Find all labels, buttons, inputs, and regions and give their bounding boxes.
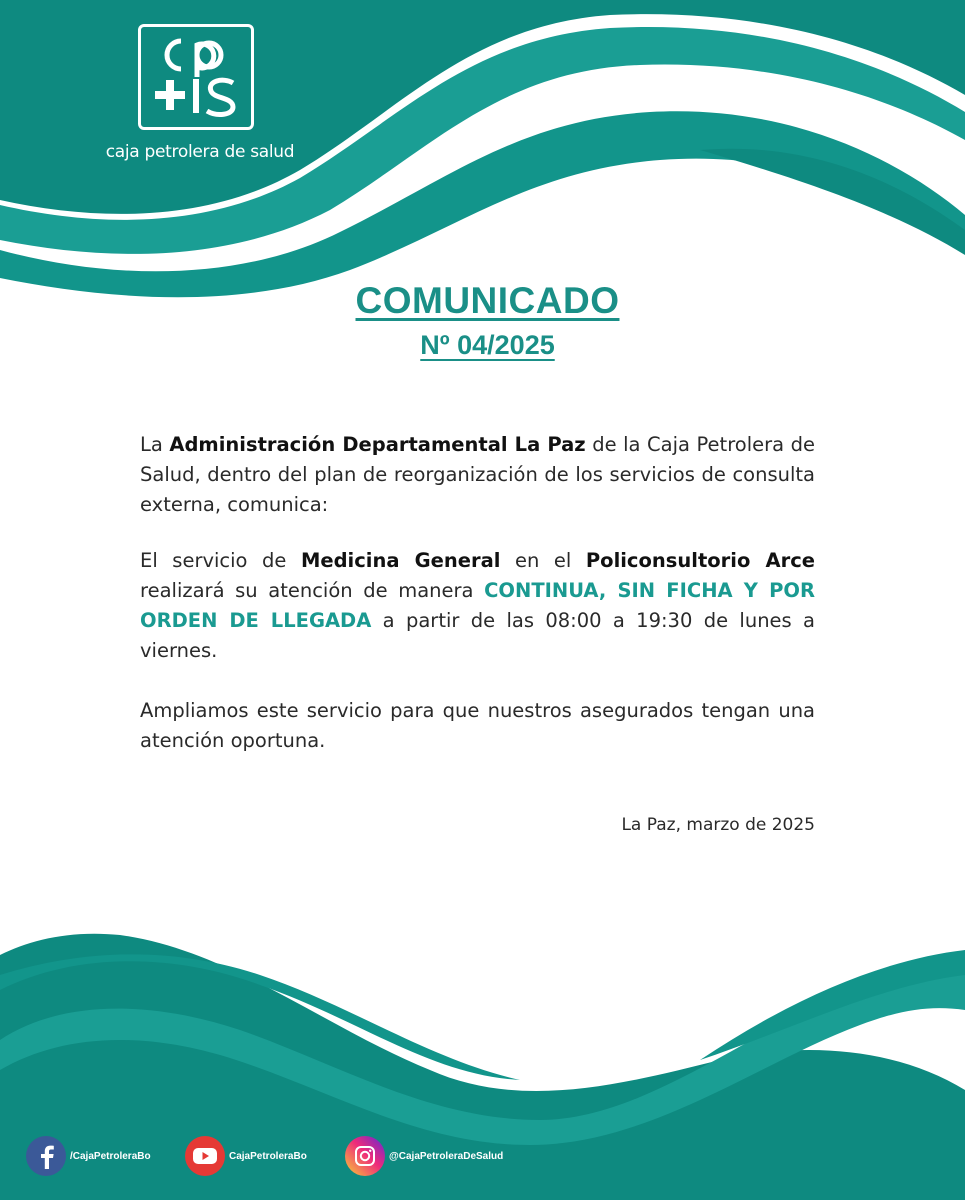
document-title: [0, 280, 965, 322]
p2-text-2: en el: [500, 549, 586, 572]
social-facebook[interactable]: [26, 1135, 151, 1177]
cps-logo: [100, 22, 300, 167]
facebook-handle: /CajaPetroleraBo: [70, 1150, 151, 1162]
youtube-icon: [185, 1136, 225, 1176]
p2-highlight-mode: CONTINUA, SIN FICHA Y POR ORDEN DE LLEGADA: [140, 579, 815, 632]
p1-text-2: de la Caja Petrolera de Salud, dentro del plan de reorganización de los servicios de consulta externa, comunica:: [140, 433, 816, 516]
p2-text-4: a partir de las 08:00 a 19:30 de lunes a viernes.: [140, 609, 815, 662]
logo-frame: [138, 24, 254, 130]
number-text: Nº 04/2025: [420, 330, 555, 360]
facebook-icon: [26, 1136, 66, 1176]
p2-text-1: El servicio de: [140, 549, 301, 572]
logo-caption: caja petrolera de salud: [105, 142, 295, 162]
paragraph-closing: Ampliamos este servicio para que nuestros asegurados tengan una atención oportuna.: [140, 699, 815, 752]
p1-text-1: La: [140, 433, 170, 456]
paragraph-service: [140, 546, 815, 666]
instagram-icon: [345, 1136, 385, 1176]
logo-monogram-icon: [141, 27, 251, 127]
document-number: [0, 330, 965, 361]
title-text: COMUNICADO: [355, 280, 620, 321]
youtube-handle: CajaPetroleraBo: [229, 1150, 307, 1162]
p2-bold-service: Medicina General: [300, 549, 501, 572]
paragraph-intro: [140, 430, 815, 520]
social-instagram[interactable]: [345, 1135, 503, 1177]
instagram-handle: @CajaPetroleraDeSalud: [389, 1150, 504, 1162]
p2-bold-location: Policonsultorio Arce: [585, 549, 815, 572]
p2-text-3: realizará su atención de manera: [140, 579, 485, 602]
date-line: La Paz, marzo de 2025: [621, 815, 815, 835]
social-youtube[interactable]: [185, 1135, 307, 1177]
p1-bold-administration: Administración Departamental La Paz: [169, 433, 586, 456]
